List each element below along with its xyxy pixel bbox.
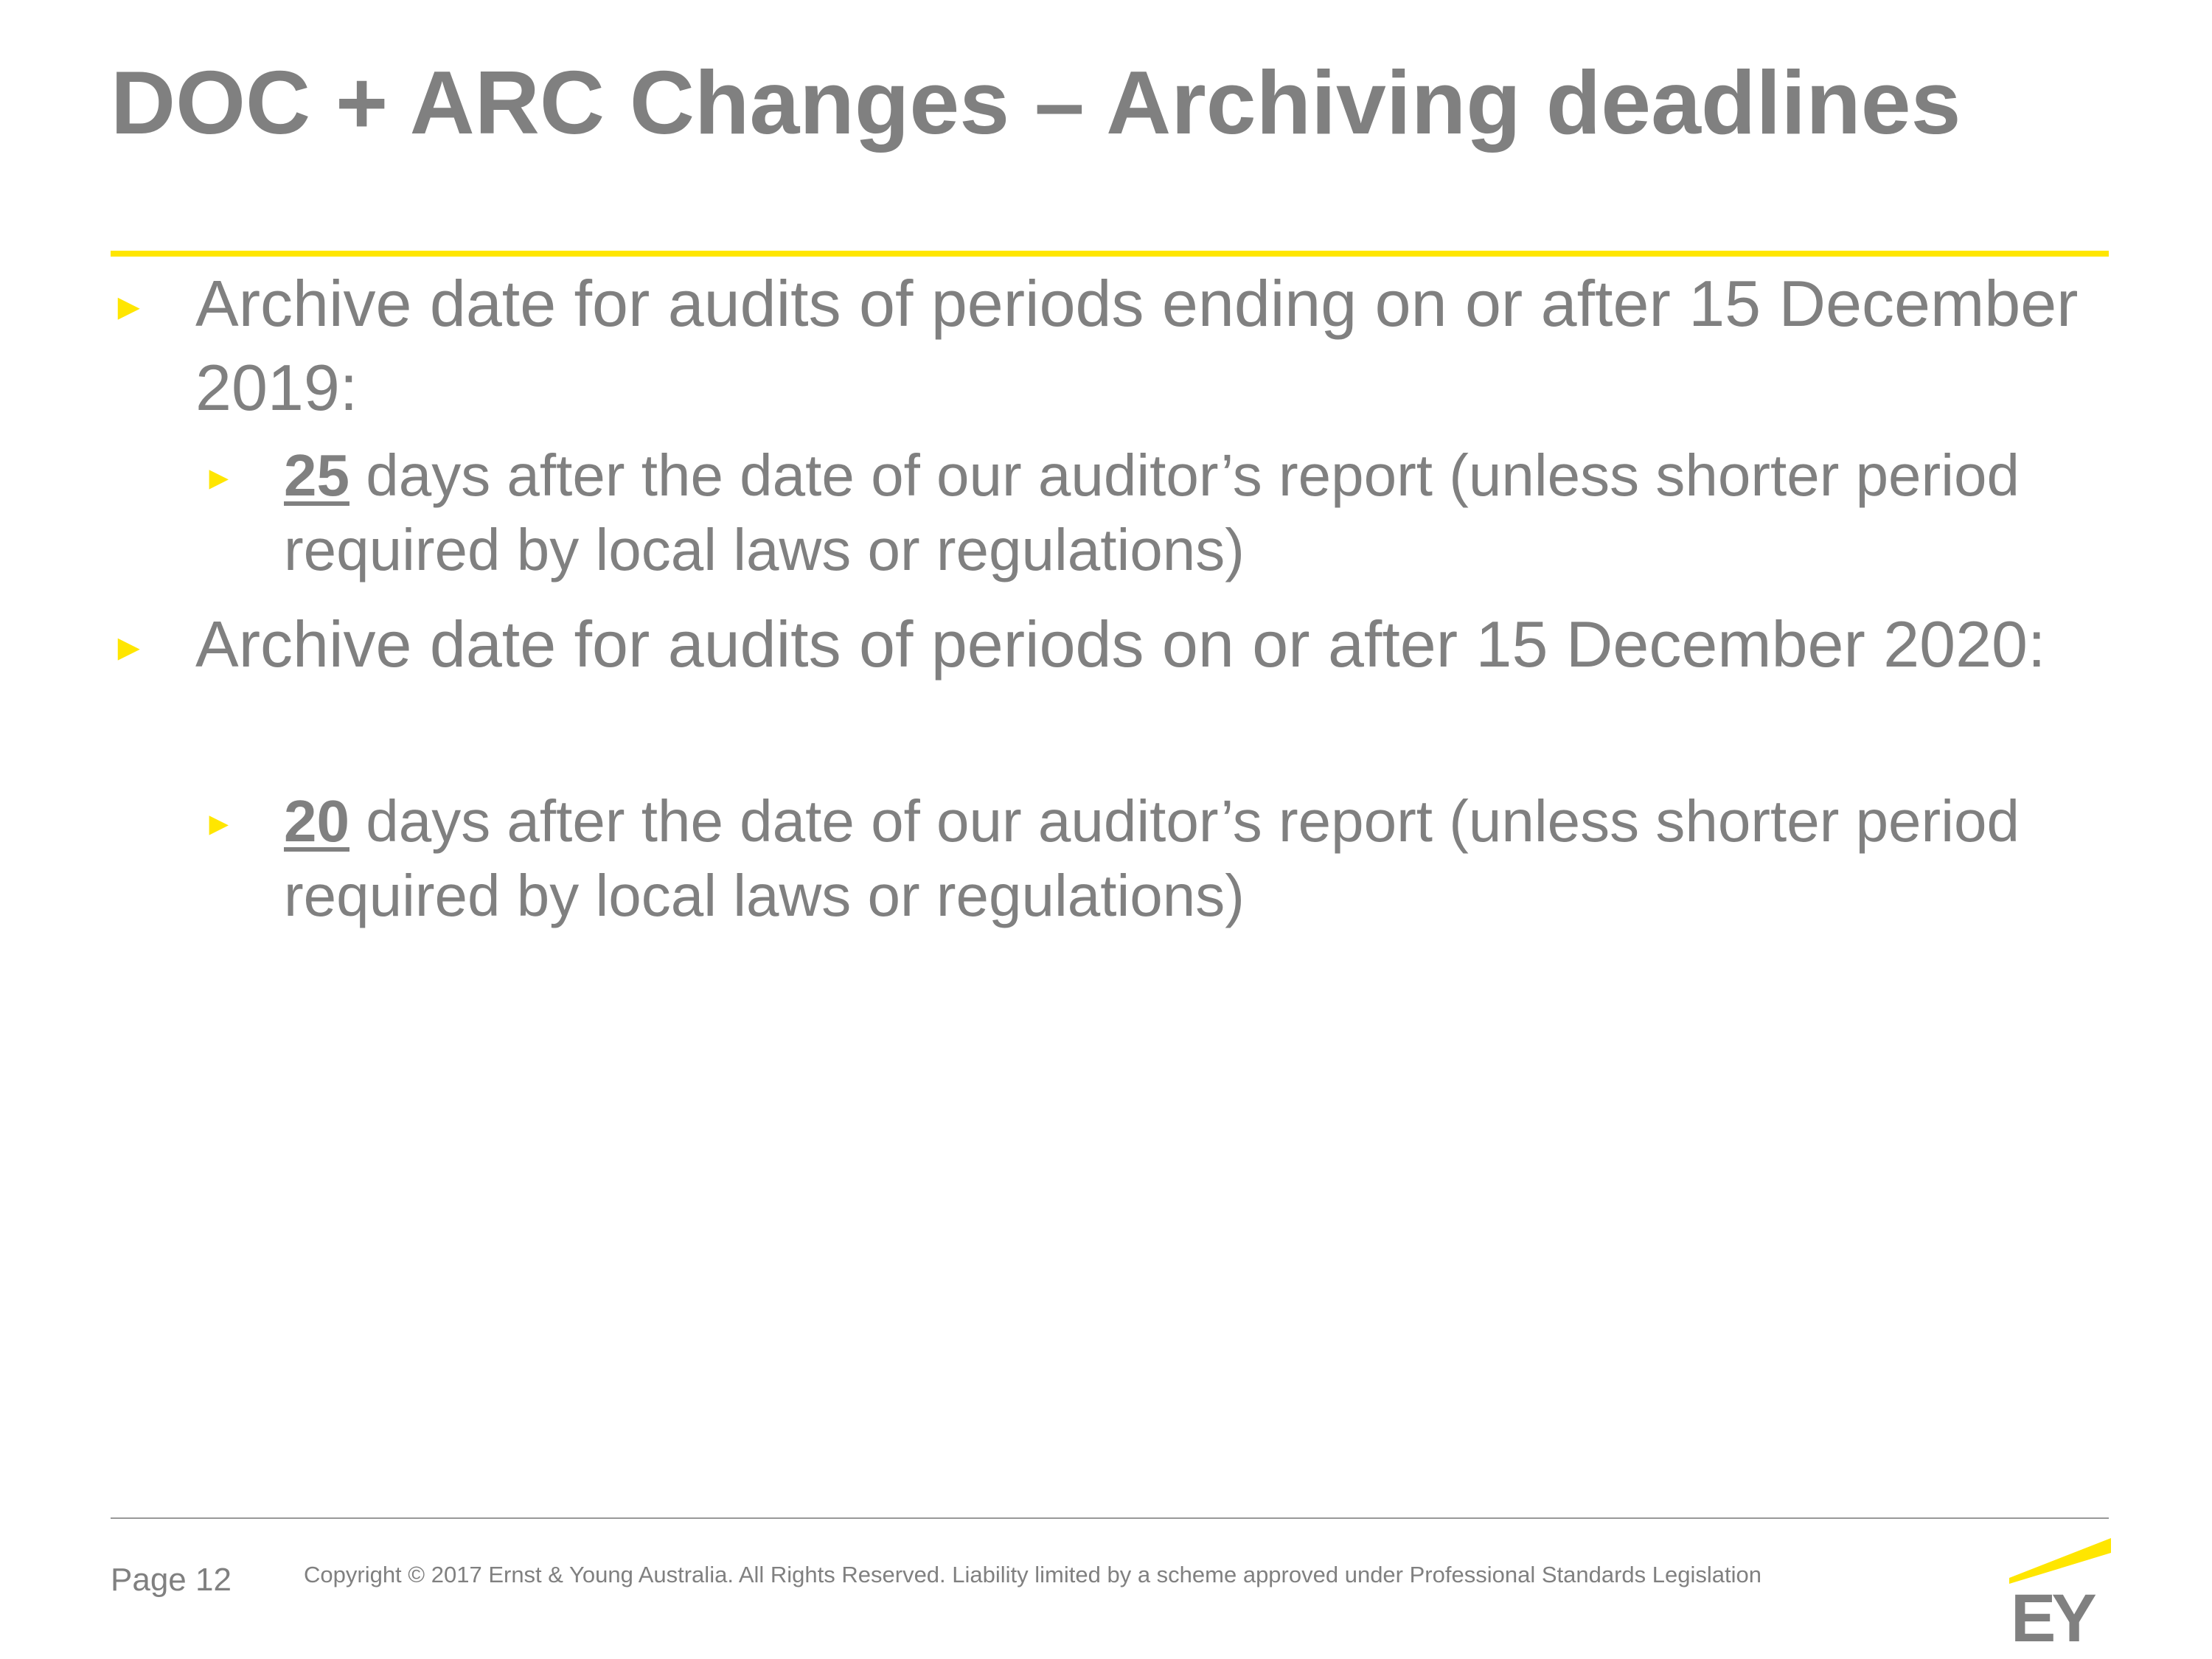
bullet-item [111, 602, 2138, 689]
days-number: 25 [284, 442, 349, 508]
sub-bullet-body: days after the date of our auditor’s report (unless shorter period required by local laws or regulations) [284, 788, 2020, 928]
ey-logo-icon [2009, 1535, 2116, 1646]
sub-bullet-text [284, 438, 2135, 587]
bullet-arrow-icon: ► [111, 286, 147, 327]
copyright-notice: Copyright © 2017 Ernst & Young Australia. All Rights Reserved. Liability limited by a scheme approved under Professional Standards Legislation [304, 1562, 1761, 1587]
days-number: 20 [284, 788, 349, 854]
bullet-text: Archive date for audits of periods on or after 15 December 2020: [195, 608, 2046, 681]
ey-logo-text: EY [2011, 1581, 2093, 1646]
slide-title: DOC + ARC Changes – Archiving deadlines [111, 52, 1961, 153]
sub-bullet-body: days after the date of our auditor’s report (unless shorter period required by local laws or regulations) [284, 442, 2020, 582]
sub-bullet-arrow-icon: ► [203, 460, 235, 496]
page-number: Page 12 [111, 1562, 232, 1598]
bullet-item [111, 262, 2138, 430]
sub-bullet-arrow-icon: ► [203, 806, 235, 842]
title-divider [111, 251, 2109, 257]
sub-bullet-item [203, 438, 2135, 587]
bullet-arrow-icon: ► [111, 627, 147, 668]
footer-divider [111, 1517, 2109, 1519]
sub-bullet-text [284, 784, 2135, 933]
sub-bullet-item [203, 784, 2135, 933]
bullet-text: Archive date for audits of periods ending on or after 15 December 2019: [195, 267, 2079, 424]
